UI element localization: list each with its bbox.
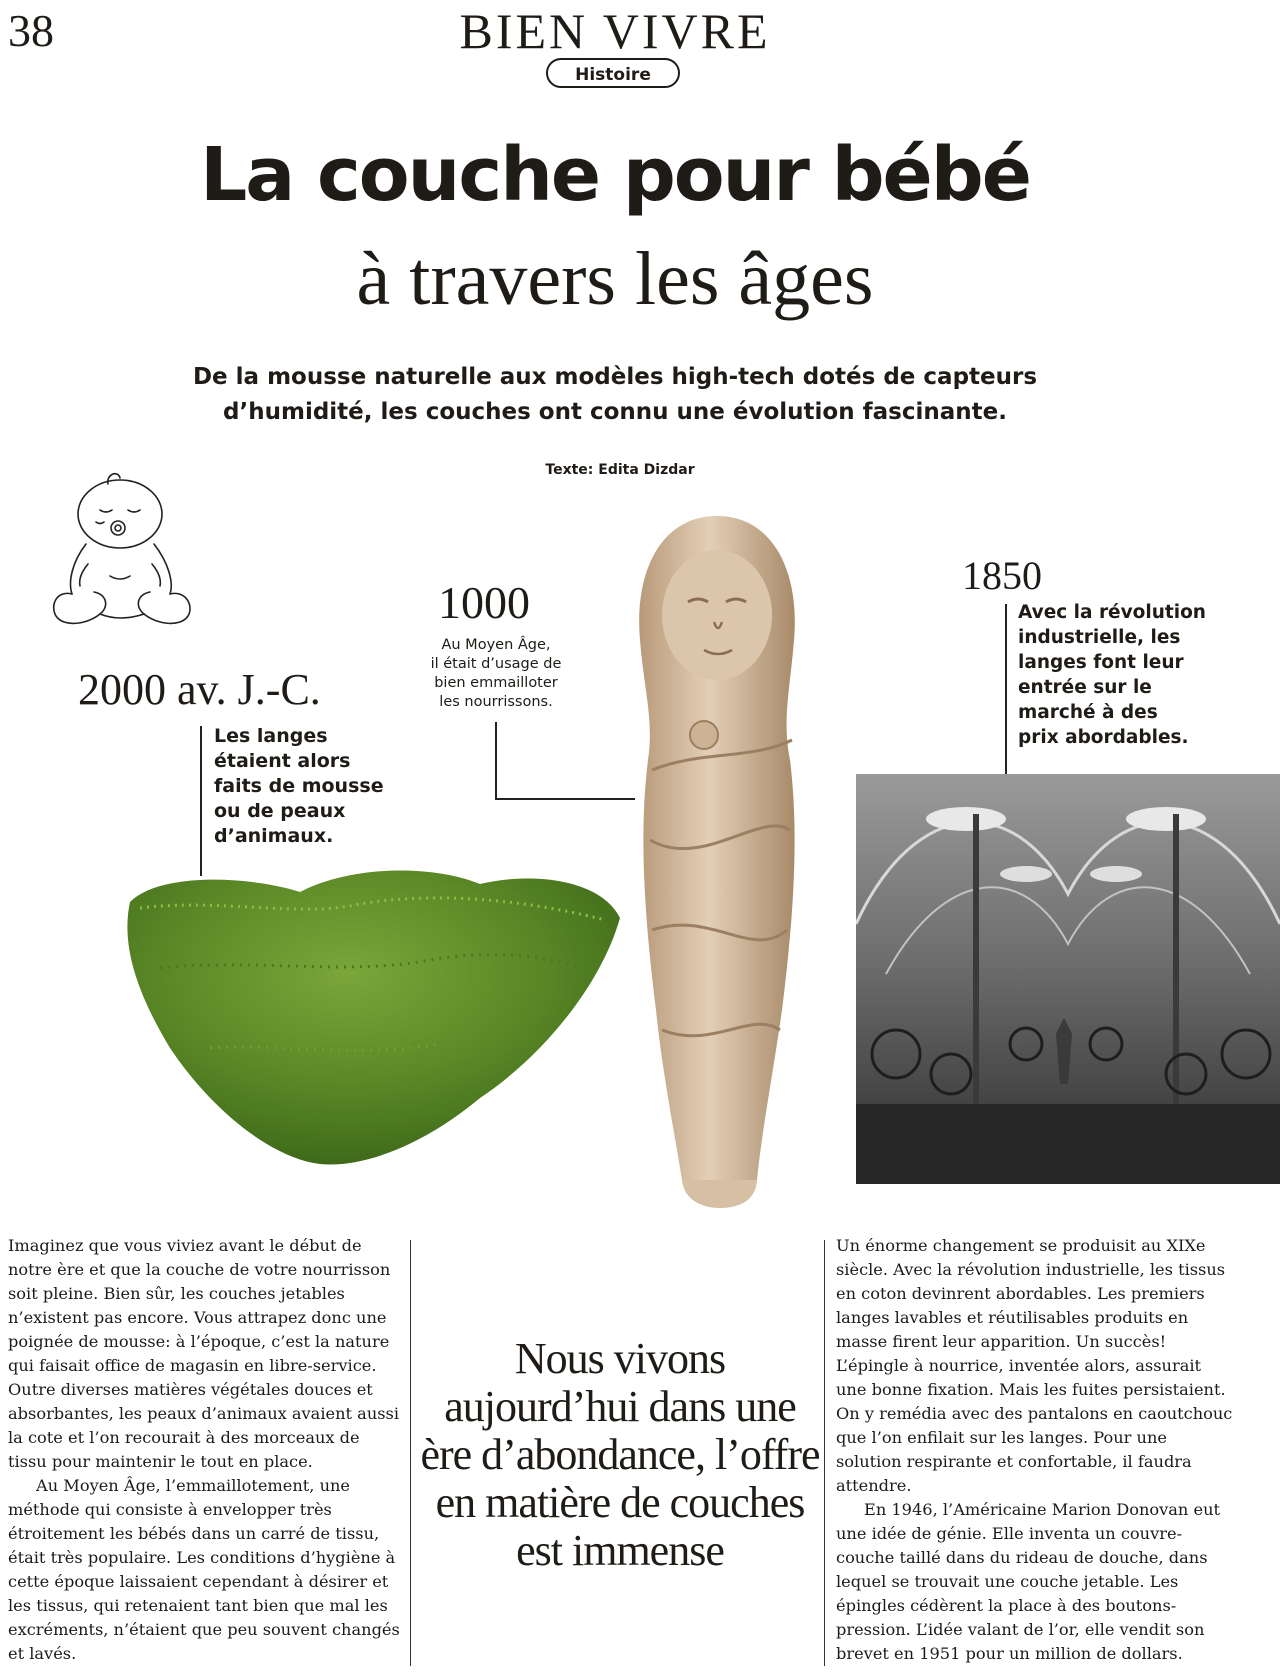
timeline-note-line: bien emmailloter [434,675,558,691]
paragraph: En 1946, l’Américaine Marion Donovan eut une idée de génie. Elle inventa un couvre-couche taillé dans du rideau de douche, dans lequel se trouvait une couche jetable. Les épingles cédèrent la place à des boutons-pression. L’idée valant de l’or, elle vendit son brevet en 1951 pour un million de dollars. [836,1500,1221,1663]
baby-icon [48,466,198,636]
timeline-year-1: 2000 av. J.-C. [78,665,321,714]
moss-image [100,848,630,1178]
timeline-year-2: 1000 [438,577,530,628]
article-lede [140,360,1090,430]
timeline-note-line: Au Moyen Âge, [441,637,551,653]
article-subtitle: à travers les âges [356,237,874,321]
timeline-note-2 [410,636,582,712]
lede-line: De la mousse naturelle aux modèles high-tech dotés de capteurs [192,364,1038,390]
timeline-note-line: d’animaux. [214,825,334,847]
timeline-note-line: Avec la révolution [1018,602,1206,623]
article-title: La couche pour bébé [200,132,1030,218]
timeline-note-line: prix abordables. [1018,727,1189,748]
timeline-note-line: les nourrissons. [439,694,553,710]
left-column [8,1234,400,1666]
section-title: BIEN VIVRE [459,3,771,59]
lede-line: d’humidité, les couches ont connu une évolution fascinante. [223,399,1007,425]
timeline-note-line: industrielle, les [1018,627,1181,648]
factory-engraving-image [856,774,1280,1184]
page-number: 38 [8,5,54,56]
timeline-note-line: Les langes [214,725,328,747]
pull-quote: Nous vivons aujourd’hui dans une ère d’abondance, l’offre en matière de couches est immense [420,1334,820,1575]
timeline-note-line: ou de peaux [214,800,346,822]
right-column [836,1234,1236,1666]
byline: Texte: Edita Dizdar [545,462,695,478]
column-divider [824,1240,825,1666]
timeline-note-line: marché à des [1018,702,1158,723]
category-tag: Histoire [546,58,680,88]
paragraph: Un énorme changement se produisit au XIXe siècle. Avec la révolution industrielle, les tissus en coton devinrent abordables. Les premiers langes lavables et réutilisables produits en masse firent leur apparition. Un succès! L’épingle à nourrice, inventée alors, assurait une bonne fixation. Mais les fuites persistaient. On y remédia avec des pantalons en caoutchouc que l’on enfilait sur les langes. Pour une solution respirante et confortable, il faudra attendre. [836,1236,1233,1495]
timeline-note-line: il était d’usage de [430,656,562,672]
timeline-connector-3 [1005,604,1007,774]
paragraph: Imaginez que vous viviez avant le début de notre ère et que la couche de votre nourrisson soit pleine. Bien sûr, les couches jetables n’existent pas encore. Vous attrapez donc une poignée de mousse: à l’époque, c’est la nature qui faisait office de magasin en libre-service. Outre diverses matières végétales douces et absorbantes, les peaux d’animaux avaient aussi la cote et l’on recourait à des morceaux de tissu pour maintenir le tout en place. [8,1236,400,1471]
timeline-note-line: langes font leur [1018,652,1184,673]
timeline-note-line: faits de mousse [214,775,384,797]
timeline-year-3: 1850 [962,553,1042,598]
timeline-connector-2 [495,722,497,800]
swaddled-figurine-image [622,510,812,1215]
timeline-note-3 [1018,600,1248,750]
timeline-note-line: entrée sur le [1018,677,1152,698]
timeline-note-1 [214,724,414,849]
timeline-note-line: étaient alors [214,750,351,772]
timeline-connector-2-h [495,798,635,800]
paragraph: Au Moyen Âge, l’emmaillotement, une méthode qui consiste à envelopper très étroitement les bébés dans un carré de tissu, était très populaire. Les conditions d’hygiène à cette époque laissaient cependant à désirer et les tissus, qui retenaient tant bien que mal les excréments, n’étaient que peu souvent changés et lavés. [8,1476,400,1663]
column-divider [410,1240,411,1666]
